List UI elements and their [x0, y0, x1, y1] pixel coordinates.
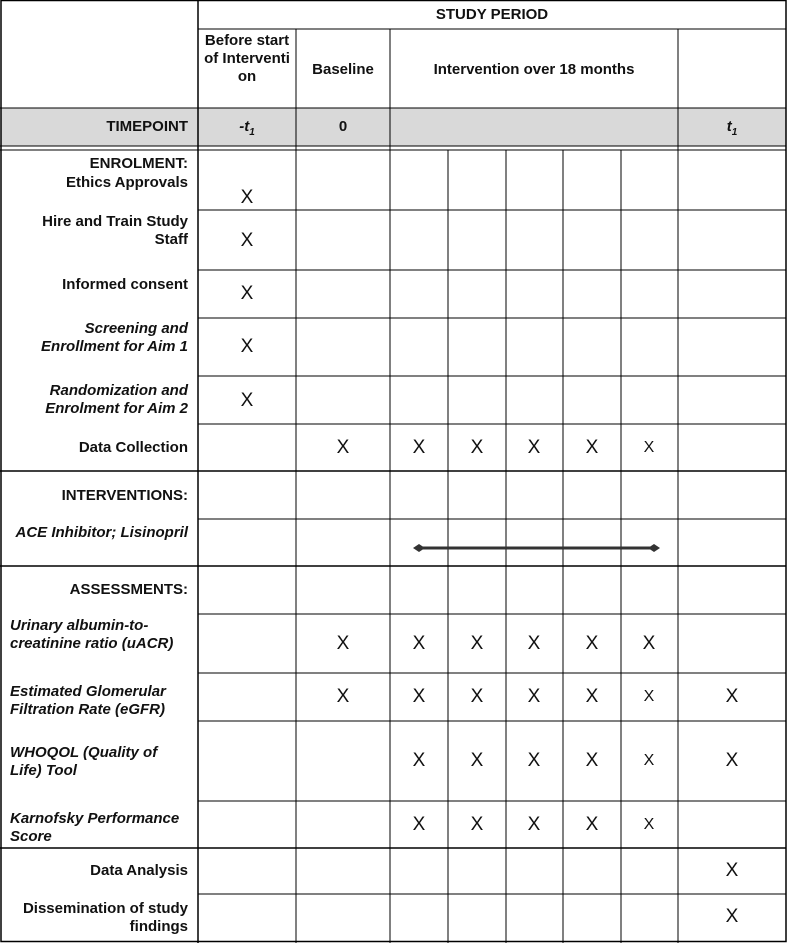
- mark-randomization-before: X: [240, 390, 254, 411]
- interventions-section-title: INTERVENTIONS:: [61, 487, 188, 504]
- timepoint-end-main: t: [726, 118, 732, 135]
- mark-egfr-baseline: X: [336, 686, 350, 707]
- mark-egfr-int5: X: [643, 688, 655, 705]
- timepoint-before-main: -t: [239, 118, 250, 135]
- mark-whoqol-int2: X: [470, 750, 484, 771]
- mark-datacollection-int3: X: [527, 437, 541, 458]
- timepoint-before-sub: 1: [249, 127, 255, 138]
- mark-whoqol-int4: X: [585, 750, 599, 771]
- before-intervention-header: Before start of Interventi on: [204, 32, 290, 85]
- mark-datacollection-int5: X: [643, 439, 655, 456]
- mark-egfr-int3: X: [527, 686, 541, 707]
- row-label-uacr: Urinary albumin-to-creatinine ratio (uACR): [10, 617, 174, 652]
- mark-analysis-end: X: [725, 860, 739, 881]
- timepoint-end: [678, 118, 786, 142]
- mark-uacr-int3: X: [527, 633, 541, 654]
- mark-egfr-int2: X: [470, 686, 484, 707]
- mark-uacr-int1: X: [412, 633, 426, 654]
- mark-uacr-int5: X: [642, 633, 656, 654]
- lisinopril-duration-bar: [413, 544, 660, 552]
- row-label-screening: Screening and Enrollment for Aim 1: [41, 320, 188, 355]
- mark-egfr-int1: X: [412, 686, 426, 707]
- intervention-period-header: Intervention over 18 months: [433, 61, 635, 78]
- mark-ethics-before: X: [240, 187, 254, 208]
- row-label-dissemination: Dissemination of study findings: [22, 900, 188, 935]
- mark-karnofsky-int4: X: [585, 814, 599, 835]
- mark-uacr-int2: X: [470, 633, 484, 654]
- row-label-egfr: Estimated Glomerular Filtration Rate (eGFR): [10, 683, 166, 718]
- mark-hire-before: X: [240, 230, 254, 251]
- mark-whoqol-int3: X: [527, 750, 541, 771]
- row-label-karnofsky: Karnofsky Performance Score: [10, 810, 180, 845]
- timepoint-before: [198, 118, 296, 142]
- mark-datacollection-int2: X: [470, 437, 484, 458]
- baseline-header: Baseline: [312, 61, 374, 78]
- mark-datacollection-baseline: X: [336, 437, 350, 458]
- mark-whoqol-int5: X: [643, 752, 655, 769]
- assessments-section-title: ASSESSMENTS:: [69, 581, 188, 598]
- timepoint-baseline: 0: [338, 118, 348, 135]
- mark-dissemination-end: X: [725, 906, 739, 927]
- mark-egfr-end: X: [725, 686, 739, 707]
- mark-datacollection-int1: X: [412, 437, 426, 458]
- enrolment-section-title: ENROLMENT:: [89, 155, 188, 172]
- mark-karnofsky-int1: X: [412, 814, 426, 835]
- row-label-data-collection: Data Collection: [78, 439, 188, 456]
- row-label-hire-staff: Hire and Train Study Staff: [42, 213, 188, 248]
- mark-egfr-int4: X: [585, 686, 599, 707]
- mark-whoqol-int1: X: [412, 750, 426, 771]
- study-period-header: STUDY PERIOD: [435, 6, 549, 23]
- mark-screening-before: X: [240, 336, 254, 357]
- mark-whoqol-end: X: [725, 750, 739, 771]
- row-label-informed-consent: Informed consent: [62, 276, 188, 293]
- row-label-whoqol: WHOQOL (Quality of Life) Tool: [10, 744, 158, 779]
- mark-karnofsky-int5: X: [643, 816, 655, 833]
- timepoint-label: TIMEPOINT: [106, 118, 188, 135]
- mark-karnofsky-int2: X: [470, 814, 484, 835]
- timepoint-end-sub: 1: [731, 127, 738, 138]
- mark-consent-before: X: [240, 283, 254, 304]
- row-label-ace-inhibitor: ACE Inhibitor; Lisinopril: [15, 524, 188, 541]
- row-label-ethics: Ethics Approvals: [66, 174, 188, 191]
- mark-uacr-int4: X: [585, 633, 599, 654]
- row-label-data-analysis: Data Analysis: [90, 862, 188, 879]
- row-label-randomization: Randomization and Enrolment for Aim 2: [45, 382, 188, 417]
- mark-uacr-baseline: X: [336, 633, 350, 654]
- mark-karnofsky-int3: X: [527, 814, 541, 835]
- mark-datacollection-int4: X: [585, 437, 599, 458]
